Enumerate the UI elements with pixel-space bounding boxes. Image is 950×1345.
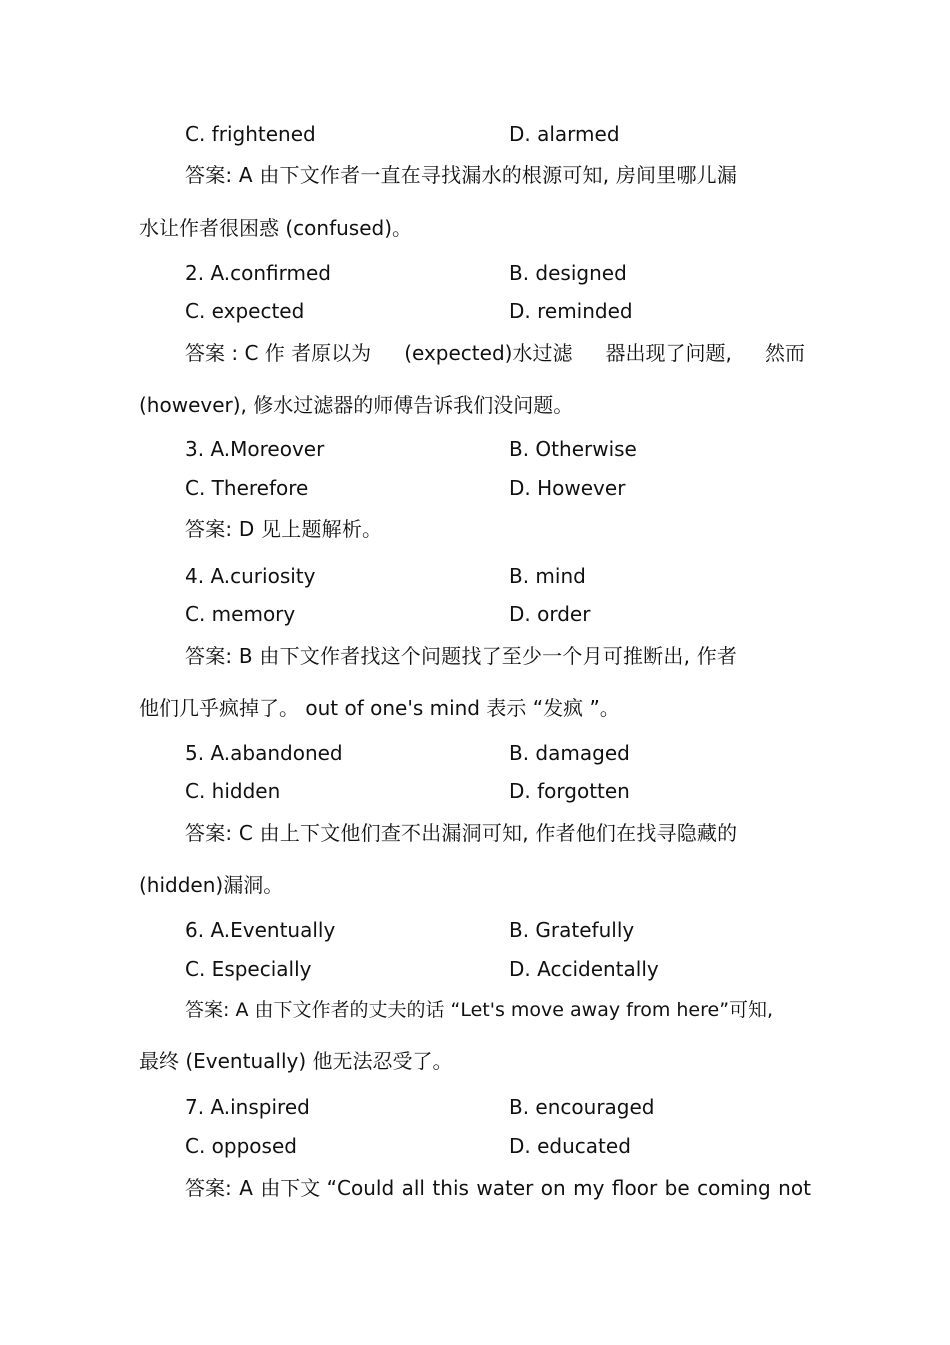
q7-answer-word: my xyxy=(573,1176,605,1200)
q4-answer-line2: 他们几乎疯掉了。 out of one's mind 表示 “发疯 ”。 xyxy=(139,696,620,720)
q7-option-d: D. educated xyxy=(509,1134,631,1158)
q7-answer-word: water xyxy=(476,1176,534,1200)
q7-answer-word: all xyxy=(401,1176,425,1200)
q3-option-d: D. However xyxy=(509,476,626,500)
q2-option-c: C. expected xyxy=(185,299,305,323)
q4-option-d: D. order xyxy=(509,602,591,626)
q5-answer-line1: 答案: C 由上下文他们查不出漏洞可知, 作者他们在找寻隐藏的 xyxy=(185,821,738,845)
q7-option-c: C. opposed xyxy=(185,1134,297,1158)
q6-answer-line2: 最终 (Eventually) 他无法忍受了。 xyxy=(139,1049,453,1073)
q5-option-d: D. forgotten xyxy=(509,779,630,803)
q2-answer-word: 答案 : C 作 者原以为 xyxy=(185,341,372,365)
q7-option-b: B. encouraged xyxy=(509,1095,655,1119)
q2-option-a: 2. A.confirmed xyxy=(185,261,331,285)
q7-answer-line1 xyxy=(185,1175,811,1201)
q7-answer-word: be xyxy=(664,1176,690,1200)
q7-answer-word: floor xyxy=(611,1176,658,1200)
q4-option-b: B. mind xyxy=(509,564,586,588)
q6-option-c: C. Especially xyxy=(185,957,312,981)
q2-answer-word: (expected)水过滤 xyxy=(404,341,573,365)
q2-option-b: B. designed xyxy=(509,261,627,285)
q7-answer-word: A xyxy=(239,1176,253,1200)
q5-answer-line2: (hidden)漏洞。 xyxy=(139,873,284,897)
q1-option-d: D. alarmed xyxy=(509,122,620,146)
q1-answer-line2: 水让作者很困惑 (confused)。 xyxy=(139,216,413,240)
q4-option-a: 4. A.curiosity xyxy=(185,564,316,588)
q2-option-d: D. reminded xyxy=(509,299,633,323)
q5-option-b: B. damaged xyxy=(509,741,630,765)
q2-answer-line2: (however), 修水过滤器的师傅告诉我们没问题。 xyxy=(139,393,574,417)
q7-answer-word: not xyxy=(778,1176,811,1200)
q3-option-a: 3. A.Moreover xyxy=(185,437,325,461)
q6-answer-line1: 答案: A 由下文作者的丈夫的话 “Let's move away from here”可知, xyxy=(185,999,774,1021)
q3-answer-line1: 答案: D 见上题解析。 xyxy=(185,517,383,541)
q2-answer-word: 器出现了问题, xyxy=(605,341,732,365)
q6-option-a: 6. A.Eventually xyxy=(185,918,336,942)
q7-answer-word: 由下文 “Could xyxy=(260,1176,395,1200)
q1-option-c: C. frightened xyxy=(185,122,316,146)
q7-option-a: 7. A.inspired xyxy=(185,1095,310,1119)
q5-option-c: C. hidden xyxy=(185,779,281,803)
q6-option-b: B. Gratefully xyxy=(509,918,635,942)
q7-answer-word: this xyxy=(432,1176,469,1200)
q1-answer-line1: 答案: A 由下文作者一直在寻找漏水的根源可知, 房间里哪儿漏 xyxy=(185,163,738,187)
q7-answer-word: coming xyxy=(697,1176,771,1200)
q2-answer-line1 xyxy=(185,340,805,366)
q3-option-b: B. Otherwise xyxy=(509,437,637,461)
q7-answer-word: on xyxy=(540,1176,566,1200)
q7-answer-word: 答案: xyxy=(185,1176,232,1200)
q2-answer-word: 然而 xyxy=(764,341,805,365)
q4-option-c: C. memory xyxy=(185,602,296,626)
q6-option-d: D. Accidentally xyxy=(509,957,659,981)
q3-option-c: C. Therefore xyxy=(185,476,309,500)
q5-option-a: 5. A.abandoned xyxy=(185,741,343,765)
q4-answer-line1: 答案: B 由下文作者找这个问题找了至少一个月可推断出, 作者 xyxy=(185,644,738,668)
